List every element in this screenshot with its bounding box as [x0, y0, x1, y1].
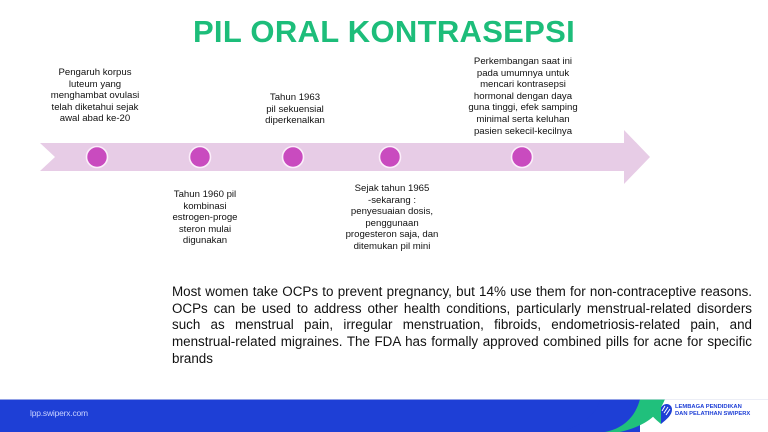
slide-title: PIL ORAL KONTRASEPSI: [192, 14, 576, 49]
arrow-shape: [40, 130, 650, 184]
timeline-dot-3: [283, 147, 304, 168]
footer-logo-text: LEMBAGA PENDIDIKAN DAN PELATIHAN SWIPERX: [675, 404, 751, 417]
timeline-dot-5: [512, 147, 533, 168]
timeline-note-5: Perkembangan saat ini pada umumnya untuk mencari kontrasepsi hormonal dengan daya guna tinggi, efek samping minimal serta keluhan pasien sekecil-kecilnya: [468, 56, 578, 137]
timeline-note-4: Sejak tahun 1965 -sekarang : penyesuaian dosis, penggunaan progesteron saja, dan ditemukan pil mini: [345, 183, 439, 252]
timeline-note-3: Tahun 1963 pil sekuensial diperkenalkan: [265, 92, 325, 127]
timeline-note-2: Tahun 1960 pil kombinasi estrogen-proge steron mulai digunakan: [172, 189, 238, 247]
body-paragraph: Most women take OCPs to prevent pregnancy, but 14% use them for non-contraceptive reasons. OCPs can be used to address other health conditions, particularly menstrual-related disorders such as menstrual pain, irregular menstruation, fibroids, endometriosis-related pain, and menstrual-related migraines. The FDA has formally approved combined pills for acne for specific brands: [172, 284, 752, 366]
timeline-note-1: Pengaruh korpus luteum yang menghambat ovulasi telah diketahui sejak awal abad ke-20: [50, 67, 140, 125]
heart-icon: [649, 403, 673, 425]
footer-url[interactable]: lpp.swiperx.com: [30, 408, 88, 418]
timeline-dot-2: [190, 147, 211, 168]
timeline-dot-4: [380, 147, 401, 168]
timeline-dot-1: [87, 147, 108, 168]
